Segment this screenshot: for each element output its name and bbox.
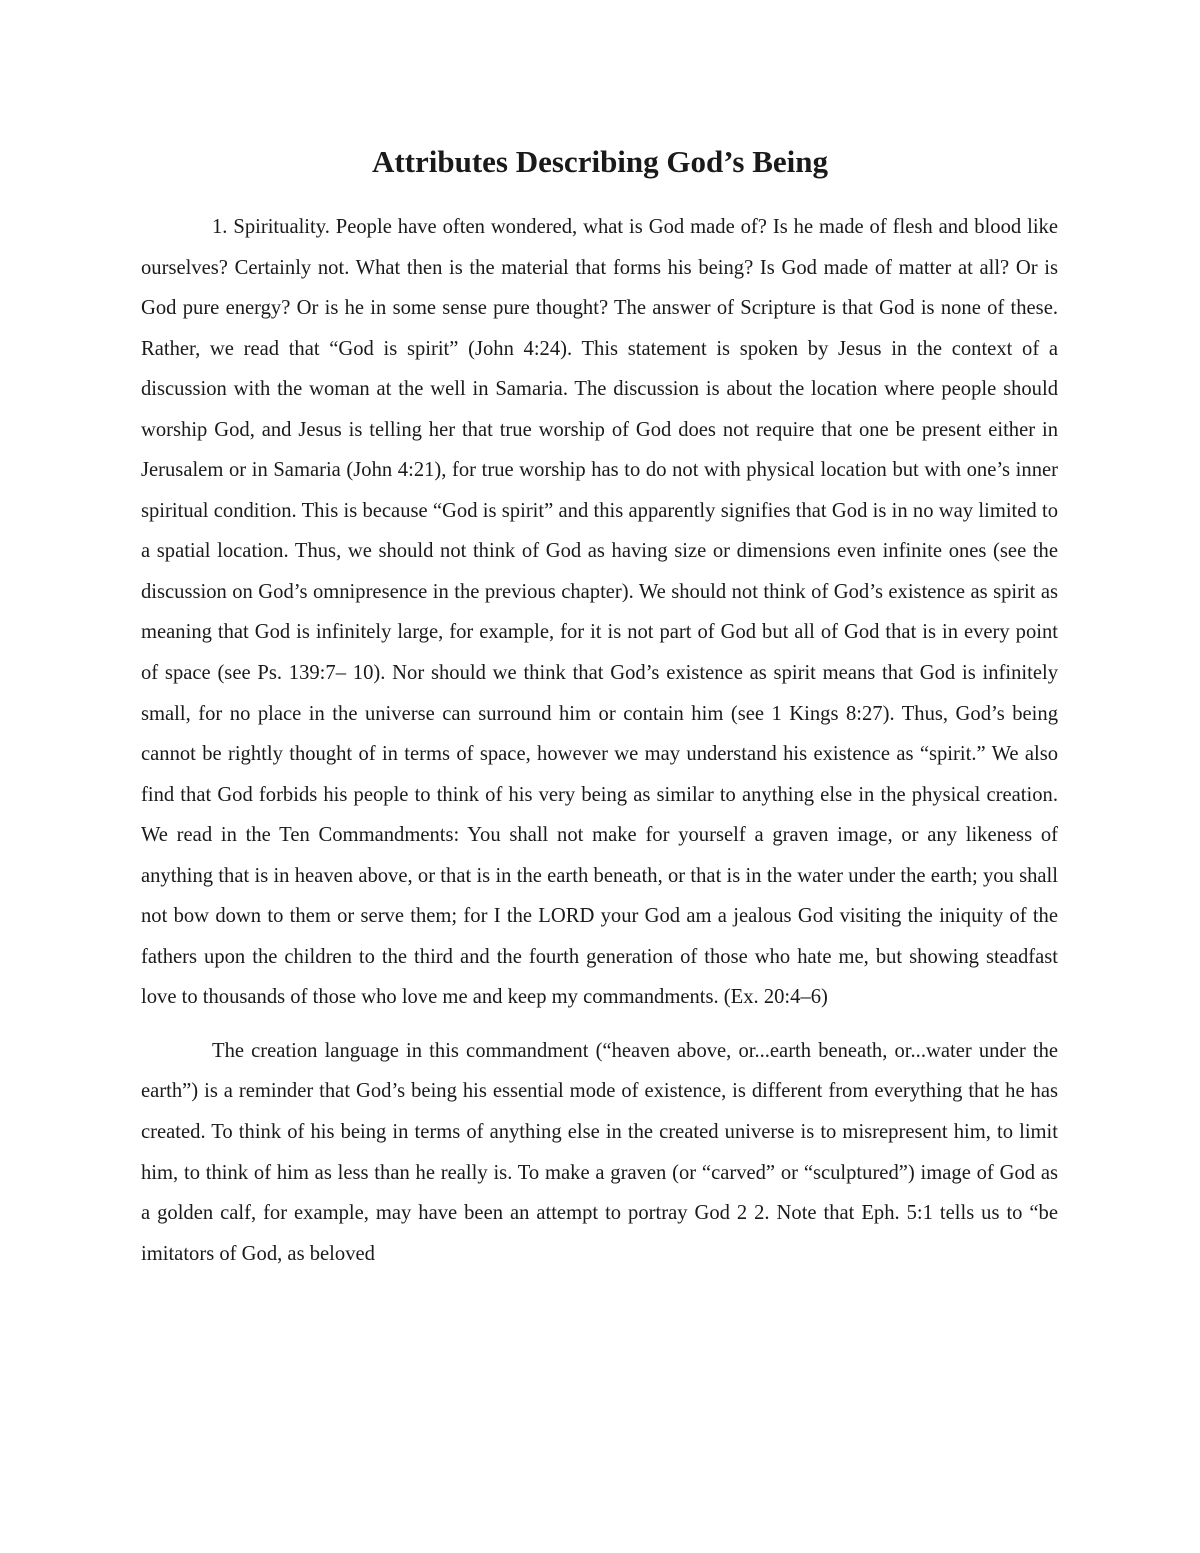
document-body — [141, 207, 1058, 1274]
paragraph-creation-language: The creation language in this commandment (“heaven above, or...earth beneath, or...water under the earth”) is a reminder that God’s being his essential mode of existence, is different from everything that he has created. To think of his being in terms of anything else in the created universe is to misrepresent him, to limit him, to think of him as less than he really is. To make a graven (or “carved” or “sculptured”) image of God as a golden calf, for example, may have been an attempt to portray God 2 2. Note that Eph. 5:1 tells us to “be imitators of God, as beloved — [141, 1039, 1058, 1265]
paragraph-spirituality: 1. Spirituality. People have often wondered, what is God made of? Is he made of flesh and blood like ourselves? Certainly not. What then is the material that forms his being? Is God made of matter at all? Or is God pure energy? Or is he in some sense pure thought? The answer of Scripture is that God is none of these. Rather, we read that “God is spirit” (John 4:24). This statement is spoken by Jesus in the context of a discussion with the woman at the well in Samaria. The discussion is about the location where people should worship God, and Jesus is telling her that true worship of God does not require that one be present either in Jerusalem or in Samaria (John 4:21), for true worship has to do not with physical location but with one’s inner spiritual condition. This is because “God is spirit” and this apparently signifies that God is in no way limited to a spatial location. Thus, we should not think of God as having size or dimensions even infinite ones (see the discussion on God’s omnipresence in the previous chapter). We should not think of God’s existence as spirit as meaning that God is infinitely large, for example, for it is not part of God but all of God that is in every point of space (see Ps. 139:7– 10). Nor should we think that God’s existence as spirit means that God is infinitely small, for no place in the universe can surround him or contain him (see 1 Kings 8:27). Thus, God’s being cannot be rightly thought of in terms of space, however we may understand his existence as “spirit.” We also find that God forbids his people to think of his very being as similar to anything else in the physical creation. We read in the Ten Commandments: You shall not make for yourself a graven image, or any likeness of anything that is in heaven above, or that is in the earth beneath, or that is in the water under the earth; you shall not bow down to them or serve them; for I the LORD your God am a jealous God visiting the iniquity of the fathers upon the children to the third and the fourth generation of those who hate me, but showing steadfast love to thousands of those who love me and keep my commandments. (Ex. 20:4–6) — [141, 216, 1058, 1009]
page-title: Attributes Describing God’s Being — [371, 144, 829, 179]
